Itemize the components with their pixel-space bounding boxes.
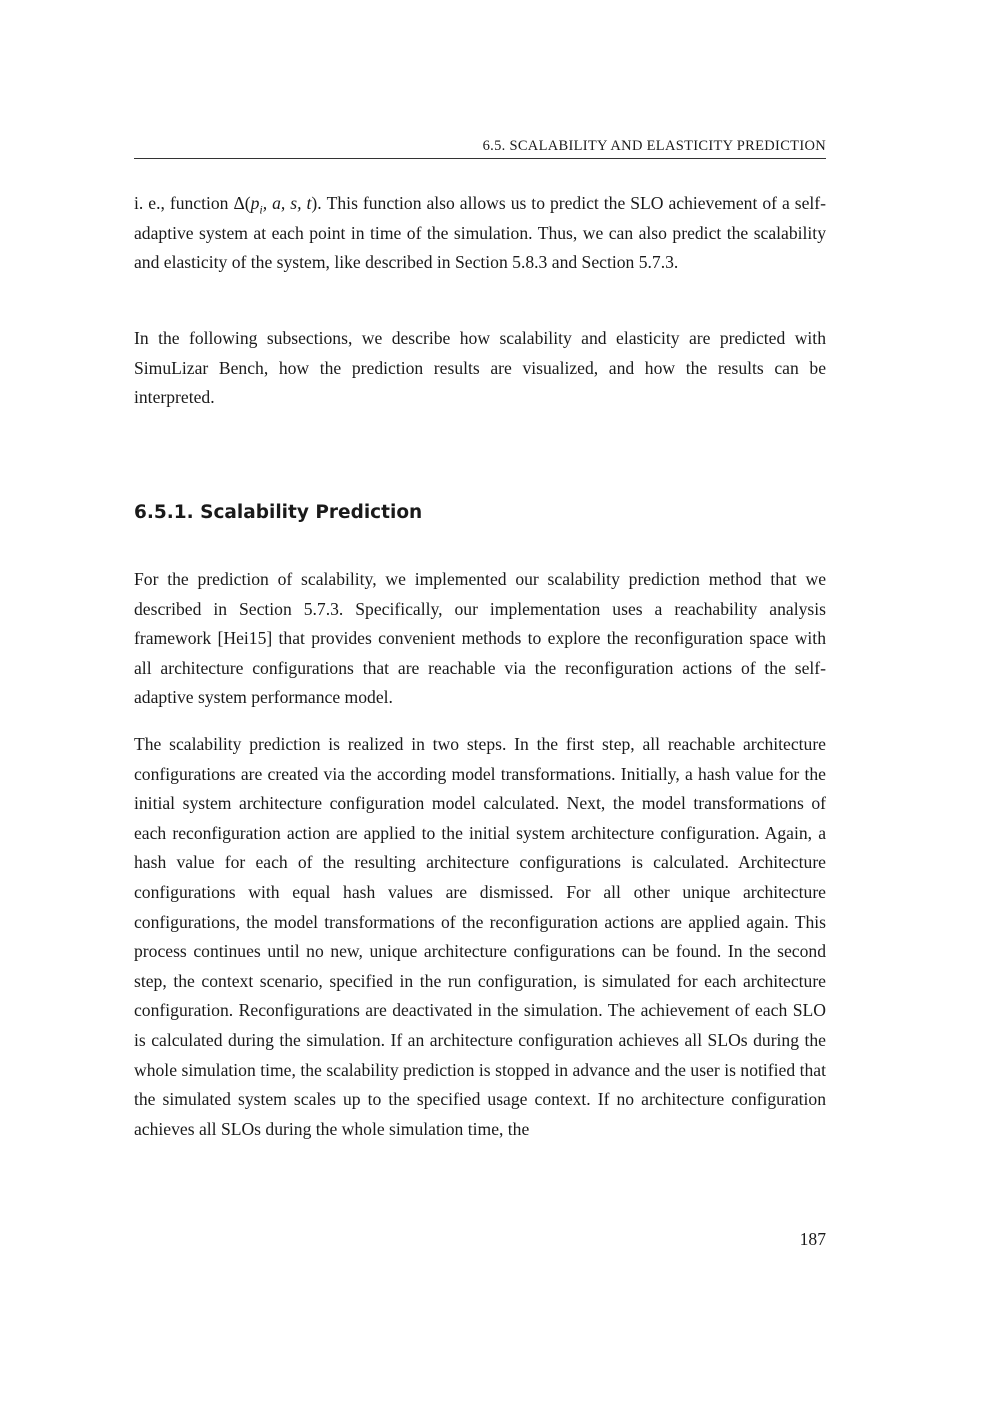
section-paragraph-1: For the prediction of scalability, we implemented our scalability prediction method that we described in Section 5.7.3. Specifically, our implementation uses a reachability analysis framework [Hei15] that provides convenient methods to explore the reconfiguration space with all architecture configurations that are reachable via the reconfiguration actions of the self-adaptive system performance model. [134, 569, 826, 708]
running-header: 6.5. SCALABILITY AND ELASTICITY PREDICTION [134, 136, 826, 159]
page-number: 187 [799, 1229, 826, 1249]
intro-paragraph-2: In the following subsections, we describe how scalability and elasticity are predicted with SimuLizar Bench, how the prediction results are visualized, and how the results can be interpreted. [134, 328, 826, 408]
intro-paragraph-1 [134, 189, 826, 278]
delta-function-formula: $\Delta(p_i$, a, s, t) [233, 193, 318, 217]
intro-lead-text: i. e., function [134, 193, 234, 213]
intro-rest-text: . This function also allows us to predict the SLO achievement of a self-adaptive system at each point in time of the simulation. Thus, we can also predict the scalability and elasticity of the system, like described in Section 5.8.3 and Section 5.7.3. [134, 193, 826, 273]
section-heading: 6.5.1. Scalability Prediction [134, 502, 423, 523]
section-paragraph-2: The scalability prediction is realized in two steps. In the first step, all reachable architecture configurations are created via the according model transformations. Initially, a hash value for the initial system architecture configuration model calculated. Next, the model transformations of each reconfiguration action are applied to the initial system architecture configuration. Again, a hash value for each of the resulting architecture configurations is calculated. Architecture configurations with equal hash values are dismissed. For all other unique architecture configurations, the model transformations of the reconfiguration actions are applied again. This process continues until no new, unique architecture configurations can be found. In the second step, the context scenario, specified in the run configuration, is simulated for each architecture configuration. Reconfigurations are deactivated in the simulation. The achievement of each SLO is calculated during the simulation. If an architecture configuration achieves all SLOs during the whole simulation time, the scalability prediction is stopped in advance and the user is notified that the simulated system scales up to the specified usage context. If no architecture configuration achieves all SLOs during the whole simulation time, the [134, 734, 826, 1139]
